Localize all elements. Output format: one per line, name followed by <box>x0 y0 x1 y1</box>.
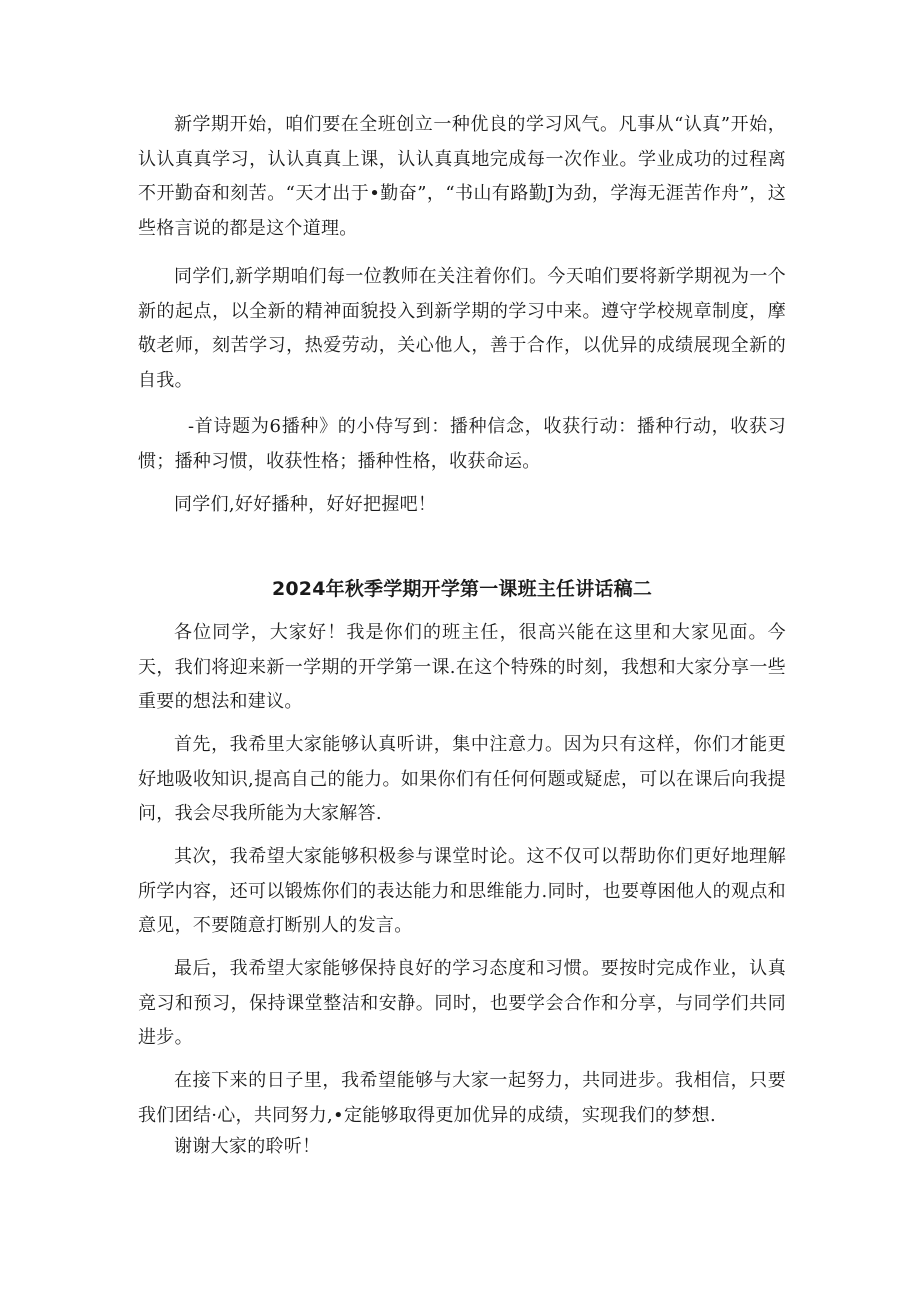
paragraph-first: 首先，我希里大家能够认真听讲，集中注意力。因为只有这样，你们才能更好地吸收知识,提高自己的能力。如果你们有任何何题或疑虑，可以在课后向我提问，我会尽我所能为大家解答. <box>138 734 786 824</box>
paragraph-greeting: 各位同学，大家好！我是你们的班主任，很高兴能在这里和大家见面。今天，我们将迎来新一学期的开学第一课.在这个特殊的时刻，我想和大家分享一些重要的想法和建议。 <box>138 622 786 712</box>
paragraph-finally: 最后，我希望大家能够保持良好的学习态度和习惯。要按时完成作业，认真竟习和预习，保持课堂整洁和安静。同时，也要学会合作和分享，与同学们共同进步。 <box>138 958 786 1048</box>
paragraph-new-semester: 同学们,新学期咱们每一位教师在关注着你们。今天咱们要将新学期视为一个新的起点，以全新的精神面貌投入到新学期的学习中来。遵守学校规章制度，摩敬老师，刻苦学习，热爱劳动，关心他人，善于合作，以优异的成绩展现全新的自我。 <box>138 266 786 391</box>
paragraph-thanks: 谢谢大家的聆听！ <box>174 1136 321 1157</box>
paragraph-sow-well: 同学们,好好播种，好好把握吧！ <box>174 494 437 515</box>
paragraph-sowing-poem: -首诗题为6播种》的小侍写到：播种信念，收获行动：播种行动，收获习惯；播种习惯，收获性格；播种性格，收获命运。 <box>138 416 786 472</box>
section-title: 2024年秋季学期开学第一课班主任讲话稿二 <box>271 578 653 600</box>
paragraph-study-atmosphere: 新学期开始，咱们要在全班创立一种优良的学习风气。凡事从“认真”开始，认认真真学习，认认真真上课，认认真真地完成每一次作业。学业成功的过程离不开勤奋和刻苦。“天才出于•勤奋”，“书山有路勤J为劲，学海无涯苦作舟”，这些格言说的都是这个道理。 <box>138 114 786 239</box>
paragraph-future: 在接下来的日子里，我希望能够与大家一起努力，共同进步。我相信，只要我们团结·心，共同努力,•定能够取得更加优异的成绩，实现我们的梦想. <box>138 1070 786 1126</box>
paragraph-second: 其次，我希望大家能够积极参与课堂时论。这不仅可以帮助你们更好地理解所学内容，还可以锻炼你们的表达能力和思维能力.同时，也要尊困他人的观点和意见，不要随意打断别人的发言。 <box>138 846 786 936</box>
